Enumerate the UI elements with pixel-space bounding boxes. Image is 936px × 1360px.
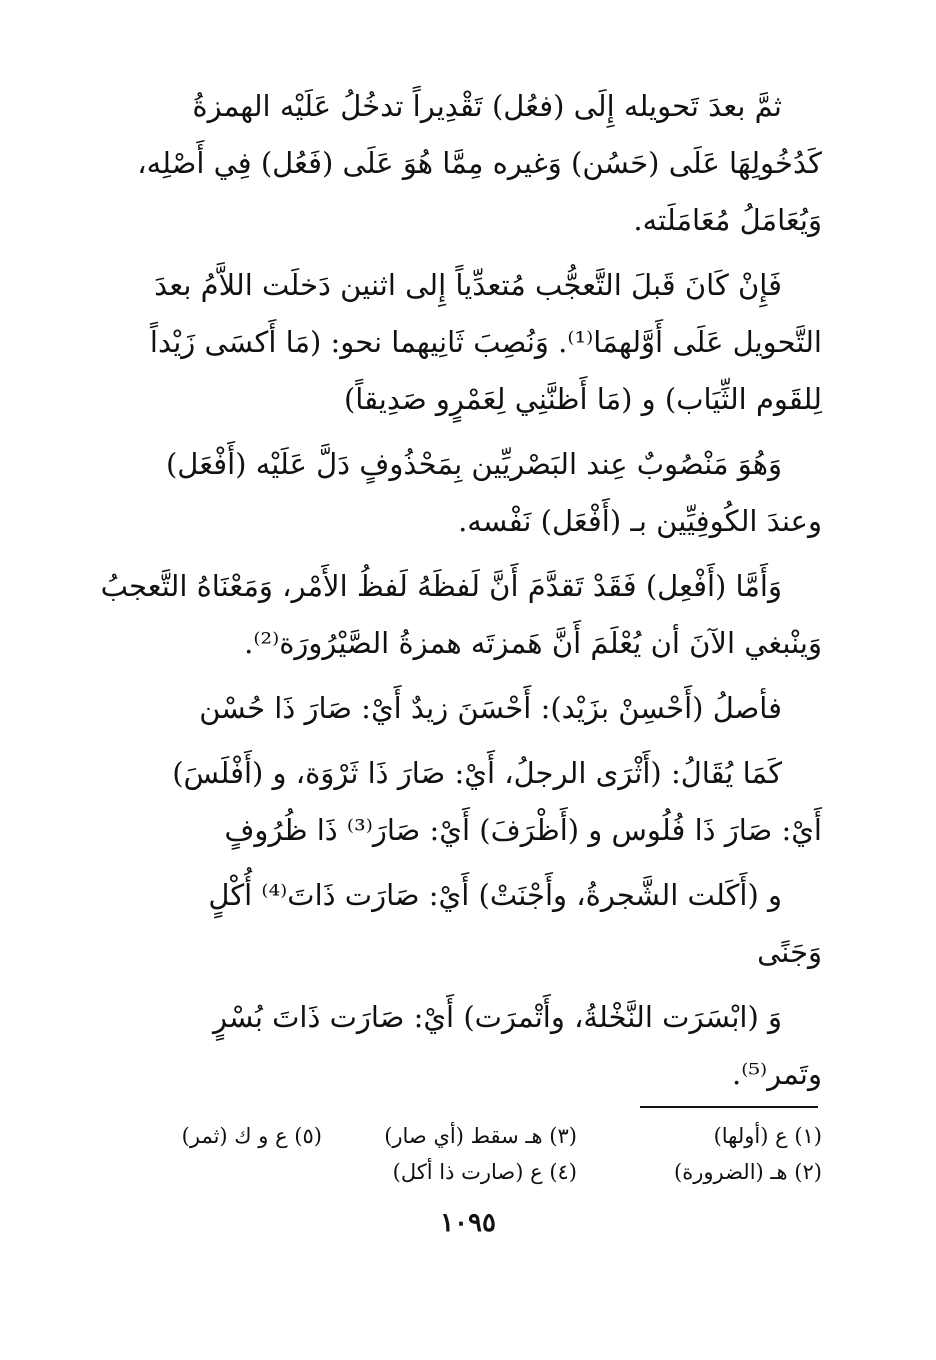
paragraph-line: كَمَا يُقَالُ: (أَثْرَى الرجلُ، أَيْ: صَارَ ذَا ثَرْوَة، و (أَفْلَسَ) <box>172 756 782 790</box>
paragraph-line: وتَمر⁽⁵⁾. <box>732 1057 822 1091</box>
paragraph-4 <box>100 558 822 672</box>
paragraph-line: وَأَمَّا (أَفْعِل) فَقَدْ تَقدَّمَ أَنَّ لَفظَهُ لَفظُ الأَمْر، وَمَعْنَاهُ التَّعجبُ <box>100 569 782 603</box>
paragraph-line: وعندَ الكُوفِيِّين بـ (أَفْعَل) نَفْسه. <box>458 504 822 538</box>
page-number: ١٠٩٥ <box>440 1208 496 1238</box>
paragraph-line: وَهُوَ مَنْصُوبٌ عِند البَصْريِّين بِمَحْذُوفٍ دَلَّ عَلَيْه (أَفْعَل) <box>165 447 782 481</box>
paragraph-line: فأصلُ (أَحْسِنْ بزَيْد): أَحْسَنَ زيدٌ أَيْ: صَارَ ذَا حُسْن <box>199 691 782 725</box>
footnote-row <box>150 1154 822 1190</box>
paragraph-line: التَّحويل عَلَى أَوَّلهمَا⁽¹⁾. وَنُصِبَ ثَانِيهما نحو: (مَا أَكسَى زَيْداً <box>149 325 822 359</box>
footnote-divider <box>640 1106 818 1108</box>
paragraph-line: وَينْبغي الآنَ أن يُعْلَمَ أَنَّ هَمزتَه همزةُ الصَّيْرُورَة⁽²⁾. <box>244 626 822 660</box>
paragraph-line: فَإِنْ كَانَ قَبلَ التَّعجُّب مُتعدِّياً إِلى اثنين دَخلَت اللاَّمُ بعدَ <box>154 268 782 302</box>
main-text <box>100 78 822 1111</box>
paragraph-line: وَيُعَامَلُ مُعَامَلَته. <box>633 203 822 237</box>
paragraph-3 <box>150 436 822 550</box>
paragraph-line: و (أَكَلت الشَّجرةُ، وأَجْنَتْ) أَيْ: صَارَت ذَاتَ⁽⁴⁾ أُكْلٍ <box>208 878 782 912</box>
footnote-1: (١) ع (أولها) <box>713 1124 822 1148</box>
paragraph-line: لِلقَوم الثِّيَاب) و (مَا أَظنَّنِي لِعَمْرٍو صَدِيقاً) <box>343 382 822 416</box>
footnote-row <box>150 1118 822 1154</box>
paragraph-1 <box>137 78 822 249</box>
footnote-2: (٢) هـ (الضرورة) <box>674 1160 822 1184</box>
paragraph-6 <box>150 745 822 859</box>
paragraph-7 <box>150 867 822 981</box>
footnote-4: (٤) ع (صارت ذا أكل) <box>392 1160 577 1184</box>
paragraph-2 <box>150 257 822 428</box>
footnote-5: (٥) ع و ك (ثمر) <box>181 1124 322 1148</box>
footnote-3: (٣) هـ سقط (أي صار) <box>384 1124 577 1148</box>
paragraph-line: أَيْ: صَارَ ذَا فُلُوس و (أَظْرَفَ) أَيْ: صَارَ⁽³⁾ ذَا ظُرُوفٍ <box>224 813 822 847</box>
paragraph-line: وَ (ابْسَرَت النَّخْلةُ، وأَتْمرَت) أَيْ: صَارَت ذَاتَ بُسْرٍ <box>212 1000 782 1034</box>
paragraph-line: ثمَّ بعدَ تَحويله إِلَى (فعُل) تَقْدِيراً تدخُلُ عَلَيْه الهمزةُ <box>192 89 782 123</box>
paragraph-8 <box>150 989 822 1103</box>
paragraph-5 <box>150 680 822 737</box>
paragraph-line: كَدُخُولِهَا عَلَى (حَسُن) وَغيره مِمَّا هُوَ عَلَى (فَعُل) فِي أَصْلِه، <box>137 146 822 180</box>
paragraph-line: وَجَنًى <box>757 935 822 969</box>
footnotes <box>150 1118 822 1190</box>
